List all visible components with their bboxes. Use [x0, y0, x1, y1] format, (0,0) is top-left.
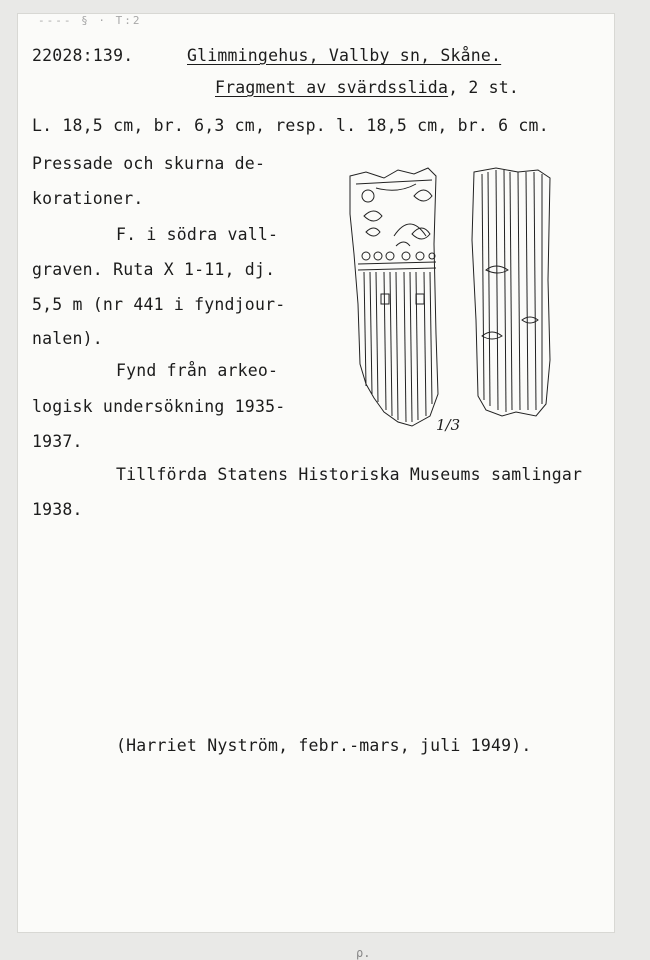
description-line-2: korationer.: [32, 189, 144, 208]
find-line-1: F. i södra vall-: [116, 225, 279, 244]
catalog-number: 22028:139.: [32, 46, 134, 65]
scabbard-fragment-drawing-2: [466, 160, 556, 422]
author-note: (Harriet Nyström, febr.-mars, juli 1949).: [116, 736, 532, 755]
find-line-3: 5,5 m (nr 441 i fyndjour-: [32, 295, 286, 314]
scale-label: 1/3: [436, 416, 461, 434]
origin-line-1: Fynd från arkeo-: [116, 361, 279, 380]
find-line-2: graven. Ruta X 1-11, dj.: [32, 260, 276, 279]
object-title: Fragment av svärdsslida: [215, 78, 449, 97]
object-count: , 2 st.: [448, 78, 520, 97]
description-line-1: Pressade och skurna de-: [32, 154, 266, 173]
location: Glimmingehus, Vallby sn, Skåne.: [187, 46, 502, 65]
bottom-mark: ρ.: [356, 946, 371, 960]
acquisition-line-2: 1938.: [32, 500, 83, 519]
scabbard-fragment-drawing-1: [336, 154, 456, 429]
dimensions: L. 18,5 cm, br. 6,3 cm, resp. l. 18,5 cm, br. 6 cm.: [32, 116, 549, 135]
origin-line-3: 1937.: [32, 432, 83, 451]
object-title-line: [215, 78, 519, 97]
top-ruler-marks: ---- § · T:2: [38, 14, 142, 27]
find-line-4: nalen).: [32, 329, 103, 348]
acquisition-line-1: Tillförda Statens Historiska Museums samlingar: [116, 465, 583, 484]
catalog-card: [18, 14, 614, 960]
origin-line-2: logisk undersökning 1935-: [32, 397, 286, 416]
